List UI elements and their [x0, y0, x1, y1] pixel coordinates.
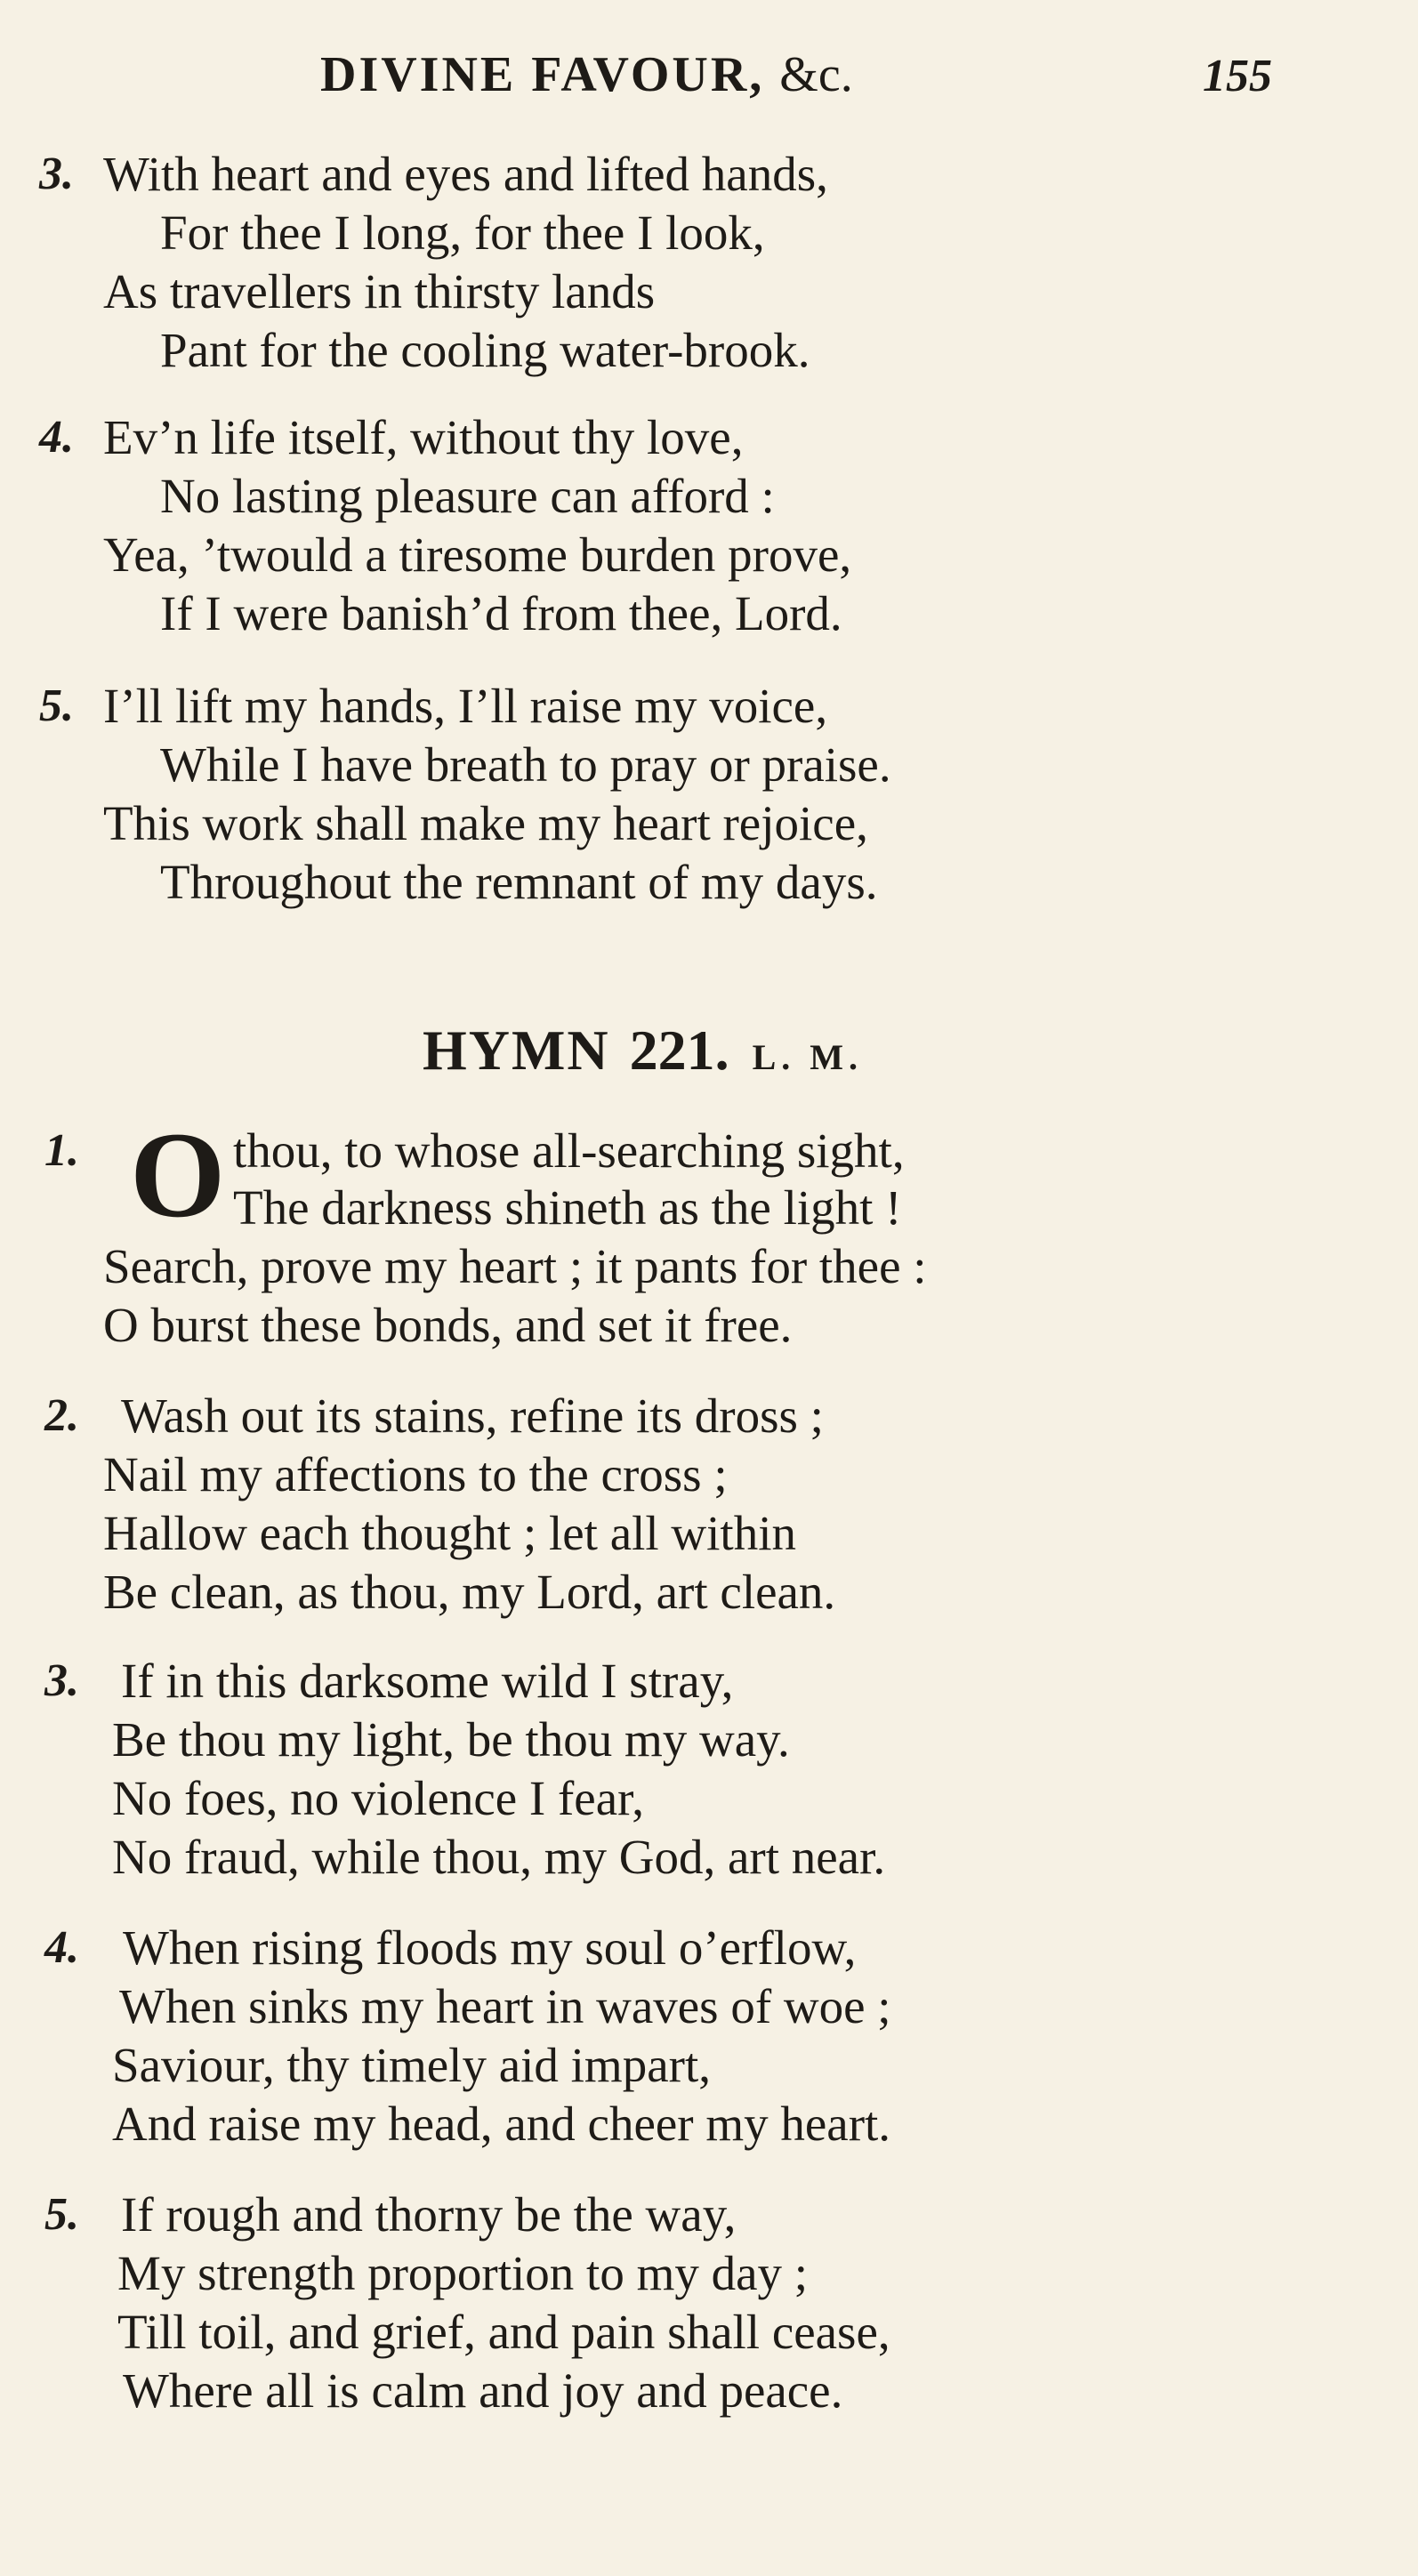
verse-line: Be clean, as thou, my Lord, art clean. [103, 1565, 836, 1619]
verse-line: No lasting pleasure can afford : [160, 469, 775, 523]
verse-line: With heart and eyes and lifted hands, [103, 147, 828, 201]
verse-line: No foes, no violence I fear, [112, 1771, 644, 1825]
page-number: 155 [1203, 51, 1272, 101]
verse-line: The darkness shineth as the light ! [233, 1180, 902, 1235]
verse-line: When rising floods my soul o’erflow, [123, 1920, 857, 1975]
running-head-title: DIVINE FAVOUR, [320, 47, 765, 102]
verse-line: If in this darksome wild I stray, [121, 1654, 734, 1708]
verse-line: If rough and thorny be the way, [121, 2187, 737, 2242]
verse-line: If I were banish’d from thee, Lord. [160, 586, 842, 640]
verse-line: This work shall make my heart rejoice, [103, 796, 868, 850]
verse-line: When sinks my heart in waves of woe ; [119, 1979, 891, 2033]
hymn-title [423, 1018, 863, 1083]
verse-line: thou, to whose all-searching sight, [233, 1123, 905, 1178]
verse-number: 2. [44, 1390, 79, 1441]
verse-number: 3. [39, 149, 74, 199]
verse-line: Yea, ’twould a tiresome burden prove, [103, 527, 852, 582]
verse-number: 4. [44, 1922, 79, 1973]
verse-line: Be thou my light, be thou my way. [112, 1712, 790, 1767]
verse-number: 4. [39, 412, 74, 463]
verse-line: Till toil, and grief, and pain shall cease, [117, 2305, 890, 2359]
hymn-number: 221. [629, 1018, 729, 1082]
verse-line: Throughout the remnant of my days. [160, 855, 878, 909]
verse-line: Pant for the cooling water-brook. [160, 323, 810, 377]
verse-line: Search, prove my heart ; it pants for thee : [103, 1239, 927, 1293]
verse-line: While I have breath to pray or praise. [160, 737, 891, 792]
verse-line: No fraud, while thou, my God, art near. [112, 1830, 886, 1884]
verse-line: Where all is calm and joy and peace. [123, 2363, 843, 2418]
verse-number: 1. [44, 1125, 79, 1176]
drop-cap: O [130, 1107, 226, 1243]
verse-line: I’ll lift my hands, I’ll raise my voice, [103, 679, 828, 733]
verse-line: And raise my head, and cheer my heart. [112, 2097, 891, 2151]
verse-line: O burst these bonds, and set it free. [103, 1298, 793, 1352]
verse-number: 3. [44, 1655, 79, 1706]
verse-line: For thee I long, for thee I look, [160, 205, 765, 260]
hymn-meter: L. M. [752, 1037, 864, 1077]
verse-line: Saviour, thy timely aid impart, [112, 2038, 711, 2092]
running-head-suffix: &c. [779, 47, 853, 102]
verse-line: Ev’n life itself, without thy love, [103, 410, 744, 464]
running-head [320, 46, 853, 103]
verse-number: 5. [44, 2189, 79, 2240]
hymn-title-word: HYMN [423, 1018, 610, 1082]
verse-line: Nail my affections to the cross ; [103, 1447, 728, 1501]
verse-line: As travellers in thirsty lands [103, 264, 656, 318]
verse-number: 5. [39, 680, 74, 731]
verse-line: Hallow each thought ; let all within [103, 1506, 796, 1560]
verse-line: My strength proportion to my day ; [117, 2246, 809, 2300]
verse-line: Wash out its stains, refine its dross ; [121, 1389, 824, 1443]
